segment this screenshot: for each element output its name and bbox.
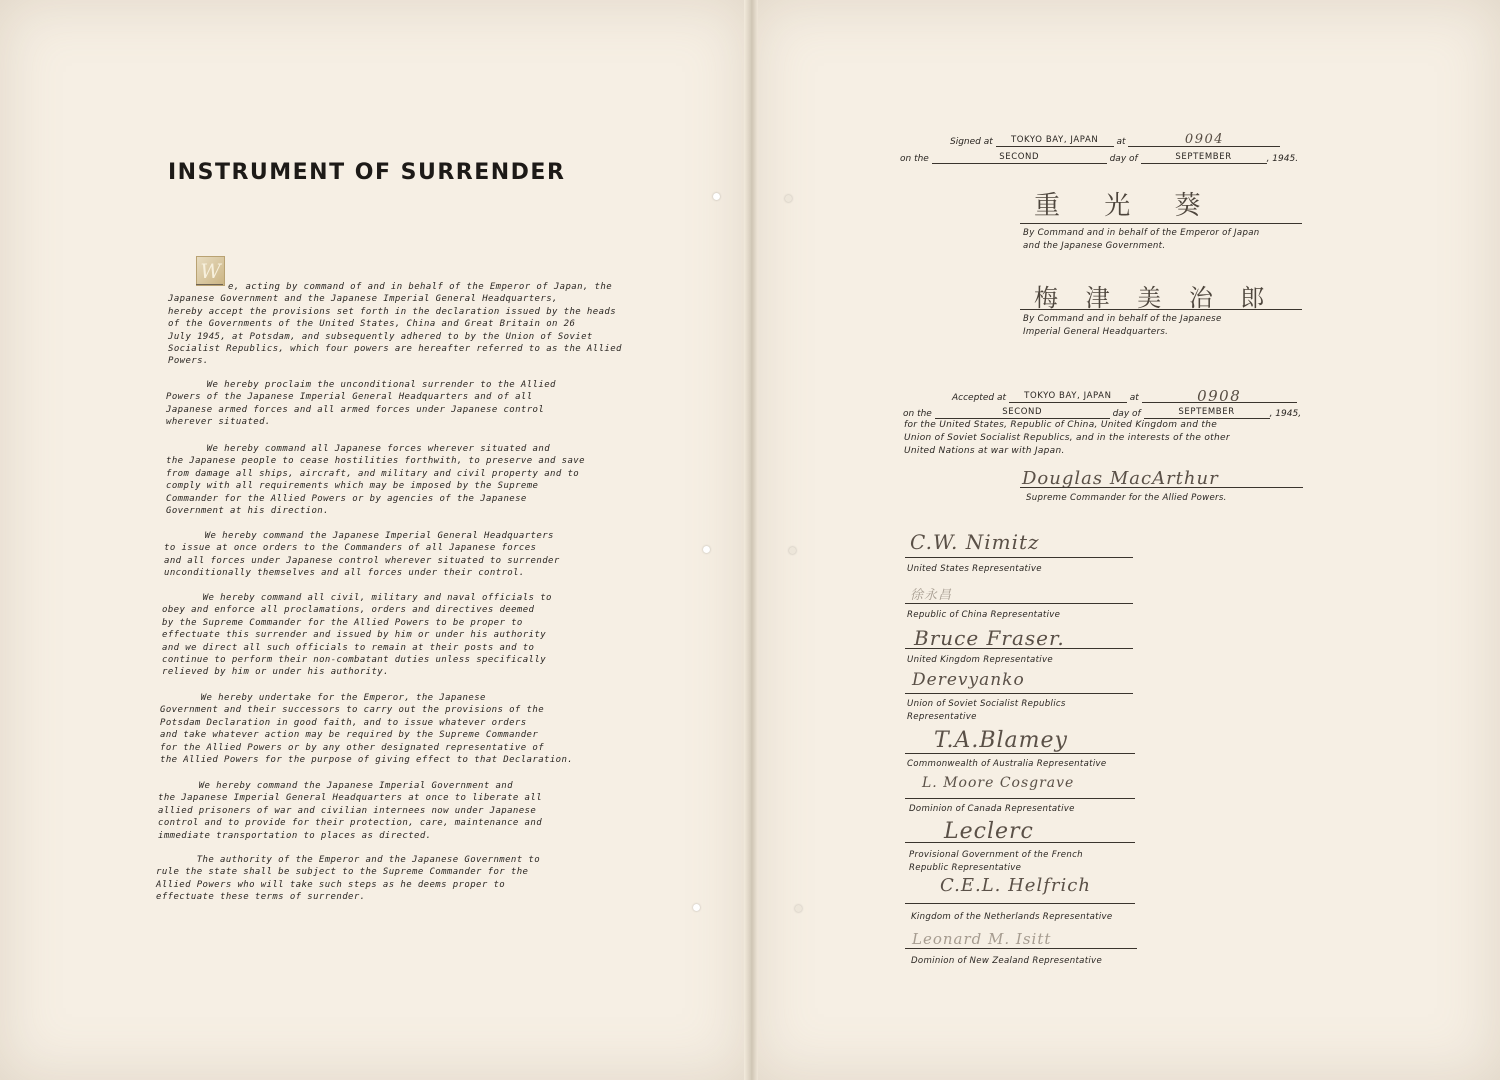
representative-signature: Leclerc	[944, 819, 1034, 844]
paragraph	[164, 530, 596, 580]
paragraph-line: We hereby command all civil, military and naval officials to	[162, 593, 552, 603]
representative-signature: Bruce Fraser.	[914, 626, 1065, 650]
document-title: INSTRUMENT OF SURRENDER	[168, 160, 566, 185]
representative-signature: C.W. Nimitz	[910, 530, 1040, 554]
paragraph-line: July 1945, at Potsdam, and subsequently adhered to by the Union of Soviet	[168, 331, 593, 342]
caption-line: Representative	[907, 712, 977, 722]
paragraph-line: We hereby command the Japanese Imperial Government and	[158, 781, 513, 791]
japan-government-caption: By Command and in behalf of the Emperor of Japan and the Japanese Government.	[1023, 228, 1260, 251]
punch-hole	[795, 905, 802, 912]
signature-line	[1020, 223, 1302, 224]
paragraph-line: wherever situated.	[166, 417, 271, 428]
caption-line: United States Representative	[907, 564, 1042, 574]
accepted-at-label: Accepted at	[952, 393, 1006, 403]
signed-at-label: Signed at	[950, 137, 993, 147]
accepted-time: 0908	[1142, 391, 1297, 403]
signature-line	[905, 693, 1133, 694]
paragraph-line: the Allied Powers for the purpose of giving effect to that Declaration.	[160, 755, 574, 766]
paragraph-line: immediate transportation to places as directed.	[158, 830, 432, 841]
accepted-text: for the United States, Republic of China, United Kingdom and the Union of Soviet Socialist Republics, and in the interests of the other United Nations at war with Japan.	[904, 420, 1230, 456]
signature-line	[905, 603, 1133, 604]
japan-headquarters-caption: By Command and in behalf of the Japanese Imperial General Headquarters.	[1023, 314, 1222, 337]
caption-line: Dominion of Canada Representative	[909, 804, 1075, 814]
caption-line: Union of Soviet Socialist Republics	[907, 699, 1066, 709]
signature-line	[905, 798, 1135, 799]
signed-day: SECOND	[932, 152, 1107, 164]
paragraph-line: We hereby undertake for the Emperor, the Japanese	[160, 693, 486, 703]
signed-at-row	[950, 132, 1280, 147]
paragraph-line: We hereby proclaim the unconditional surrender to the Allied	[166, 380, 556, 390]
punch-hole	[785, 195, 792, 202]
paragraph-line: Commander for the Allied Powers or by agencies of the Japanese	[166, 493, 527, 504]
representative-caption	[911, 911, 1113, 924]
paragraph	[168, 281, 622, 368]
paragraph-line: hereby accept the provisions set forth in the declaration issued by the heads	[168, 306, 617, 317]
paragraph-line: Japanese armed forces and all armed forces under Japanese control	[166, 404, 545, 415]
paragraph-line: obey and enforce all proclamations, orders and directives deemed	[162, 605, 535, 616]
signed-on-the-label: on the	[900, 154, 929, 164]
signed-day-of-label: day of	[1109, 154, 1138, 164]
signed-time: 0904	[1128, 135, 1280, 147]
paragraph-line: Potsdam Declaration in good faith, and to issue whatever orders	[160, 717, 527, 728]
representative-caption	[907, 654, 1053, 667]
supreme-commander-caption: Supreme Commander for the Allied Powers.	[1026, 493, 1227, 503]
representative-caption	[907, 758, 1107, 771]
paragraph-line: effectuate these terms of surrender.	[156, 892, 366, 903]
paragraph-line: to issue at once orders to the Commanders of all Japanese forces	[164, 543, 537, 554]
paragraph-line: from damage all ships, aircraft, and military and civil property and to	[166, 468, 580, 479]
signature-line	[905, 753, 1135, 754]
representative-caption	[911, 955, 1102, 968]
signature-line	[905, 903, 1135, 904]
paragraph-line: Socialist Republics, which four powers are hereafter referred to as the Allied	[168, 344, 622, 355]
paragraph	[160, 692, 592, 766]
caption-line: Kingdom of the Netherlands Representative	[911, 912, 1113, 922]
representative-signature: 徐永昌	[910, 588, 953, 603]
paragraph-line: e, acting by command of and in behalf of the Emperor of Japan, the	[228, 282, 613, 292]
accepted-day: SECOND	[935, 407, 1110, 419]
paragraph-line: allied prisoners of war and civilian internees now under Japanese	[158, 805, 537, 816]
paragraph-line: for the Allied Powers or by any other designated representative of	[160, 742, 545, 753]
representative-caption	[907, 698, 1066, 724]
accepted-at-sep: at	[1129, 393, 1139, 403]
accepted-year: , 1945,	[1269, 409, 1302, 419]
representative-signature: T.A.Blamey	[934, 728, 1068, 753]
paragraph-line: and take whatever action may be required by the Supreme Commander	[160, 730, 539, 741]
paragraph	[156, 854, 588, 904]
punch-hole	[693, 904, 700, 911]
representative-signature: C.E.L. Helfrich	[940, 875, 1091, 896]
representative-caption	[907, 609, 1060, 622]
accepted-date-row	[903, 407, 1301, 419]
paragraph-line: effectuate this surrender and issued by him or under his authority	[162, 630, 547, 641]
caption-line: Dominion of New Zealand Representative	[911, 956, 1103, 966]
paragraph-line: and we direct all such officials to remain at their posts and to	[162, 642, 535, 653]
representative-caption	[907, 563, 1042, 576]
paragraph-line: and all forces under Japanese control wherever situated to surrender	[164, 555, 560, 566]
accepted-day-of-label: day of	[1112, 409, 1141, 419]
paragraph-line: The authority of the Emperor and the Japanese Government to	[156, 855, 541, 865]
caption-line: Commonwealth of Australia Representative	[907, 759, 1107, 769]
paragraph-line: rule the state shall be subject to the Supreme Commander for the	[156, 867, 529, 878]
representative-caption	[909, 849, 1083, 875]
page-gutter	[744, 0, 758, 1080]
signature-line	[905, 948, 1137, 949]
paragraph-line: of the Governments of the United States, China and Great Britain on 26	[168, 319, 576, 330]
signature-line	[905, 648, 1133, 649]
accepted-place: TOKYO BAY, JAPAN	[1009, 391, 1127, 403]
paragraph-line: the Japanese people to cease hostilities forthwith, to preserve and save	[166, 456, 585, 467]
caption-line: Republic of China Representative	[907, 610, 1061, 620]
signature-line	[1020, 487, 1303, 488]
signed-place: TOKYO BAY, JAPAN	[996, 135, 1114, 147]
signature-line	[905, 557, 1133, 558]
drop-cap-letter: W	[196, 256, 225, 286]
paragraph-line: We hereby command all Japanese forces wherever situated and	[166, 444, 551, 454]
signed-month: SEPTEMBER	[1141, 152, 1267, 164]
paragraph-line: Powers of the Japanese Imperial General Headquarters and of all	[166, 392, 533, 403]
accepted-on-the-label: on the	[903, 409, 932, 419]
paragraph-line: Powers.	[168, 356, 209, 367]
paragraph-line: control and to provide for their protection, care, maintenance and	[158, 818, 543, 829]
signed-date-row	[900, 152, 1298, 164]
paragraph-line: Allied Powers who will take such steps as he deems proper to	[156, 879, 506, 890]
paragraph-line: by the Supreme Commander for the Allied Powers to be proper to	[162, 617, 523, 628]
paragraph-line: Government at his direction.	[166, 506, 329, 517]
representative-caption	[909, 803, 1075, 816]
signature-line	[1020, 309, 1302, 310]
paragraph-line: unconditionally themselves and all forces under their control.	[164, 568, 525, 579]
representative-signature: Leonard M. Isitt	[912, 930, 1052, 948]
japan-headquarters-signature: 梅 津 美 治 郎	[1034, 284, 1275, 312]
macarthur-signature: Douglas MacArthur	[1022, 468, 1219, 489]
caption-line: Provisional Government of the French	[909, 850, 1083, 860]
paragraph-line: continue to perform their non-combatant duties unless specifically	[162, 655, 547, 666]
paragraph-line: We hereby command the Japanese Imperial General Headquarters	[164, 531, 554, 541]
punch-hole	[713, 193, 720, 200]
paragraph	[166, 379, 598, 429]
accepted-month: SEPTEMBER	[1144, 407, 1270, 419]
paragraph-line: the Japanese Imperial General Headquarters at once to liberate all	[158, 793, 543, 804]
paragraph-line: Government and their successors to carry out the provisions of the	[160, 705, 545, 716]
caption-line: United Kingdom Representative	[907, 655, 1053, 665]
paragraph	[166, 443, 598, 517]
representative-signature: L. Moore Cosgrave	[922, 775, 1075, 791]
representative-signature: Derevyanko	[912, 670, 1025, 690]
punch-hole	[703, 546, 710, 553]
paragraph-line: Japanese Government and the Japanese Imperial General Headquarters,	[168, 294, 558, 305]
paragraph	[158, 780, 590, 842]
caption-line: Republic Representative	[909, 863, 1022, 873]
paragraph-line: comply with all requirements which may be imposed by the Supreme	[166, 481, 539, 492]
accepted-at-row	[952, 387, 1297, 405]
signed-at-sep: at	[1116, 137, 1126, 147]
signature-line	[905, 842, 1135, 843]
signed-year: , 1945.	[1266, 154, 1299, 164]
punch-hole	[789, 547, 796, 554]
japan-government-signature: 重 光 葵	[1034, 191, 1219, 221]
paragraph-line: relieved by him or under his authority.	[162, 667, 389, 678]
paragraph	[162, 592, 594, 679]
